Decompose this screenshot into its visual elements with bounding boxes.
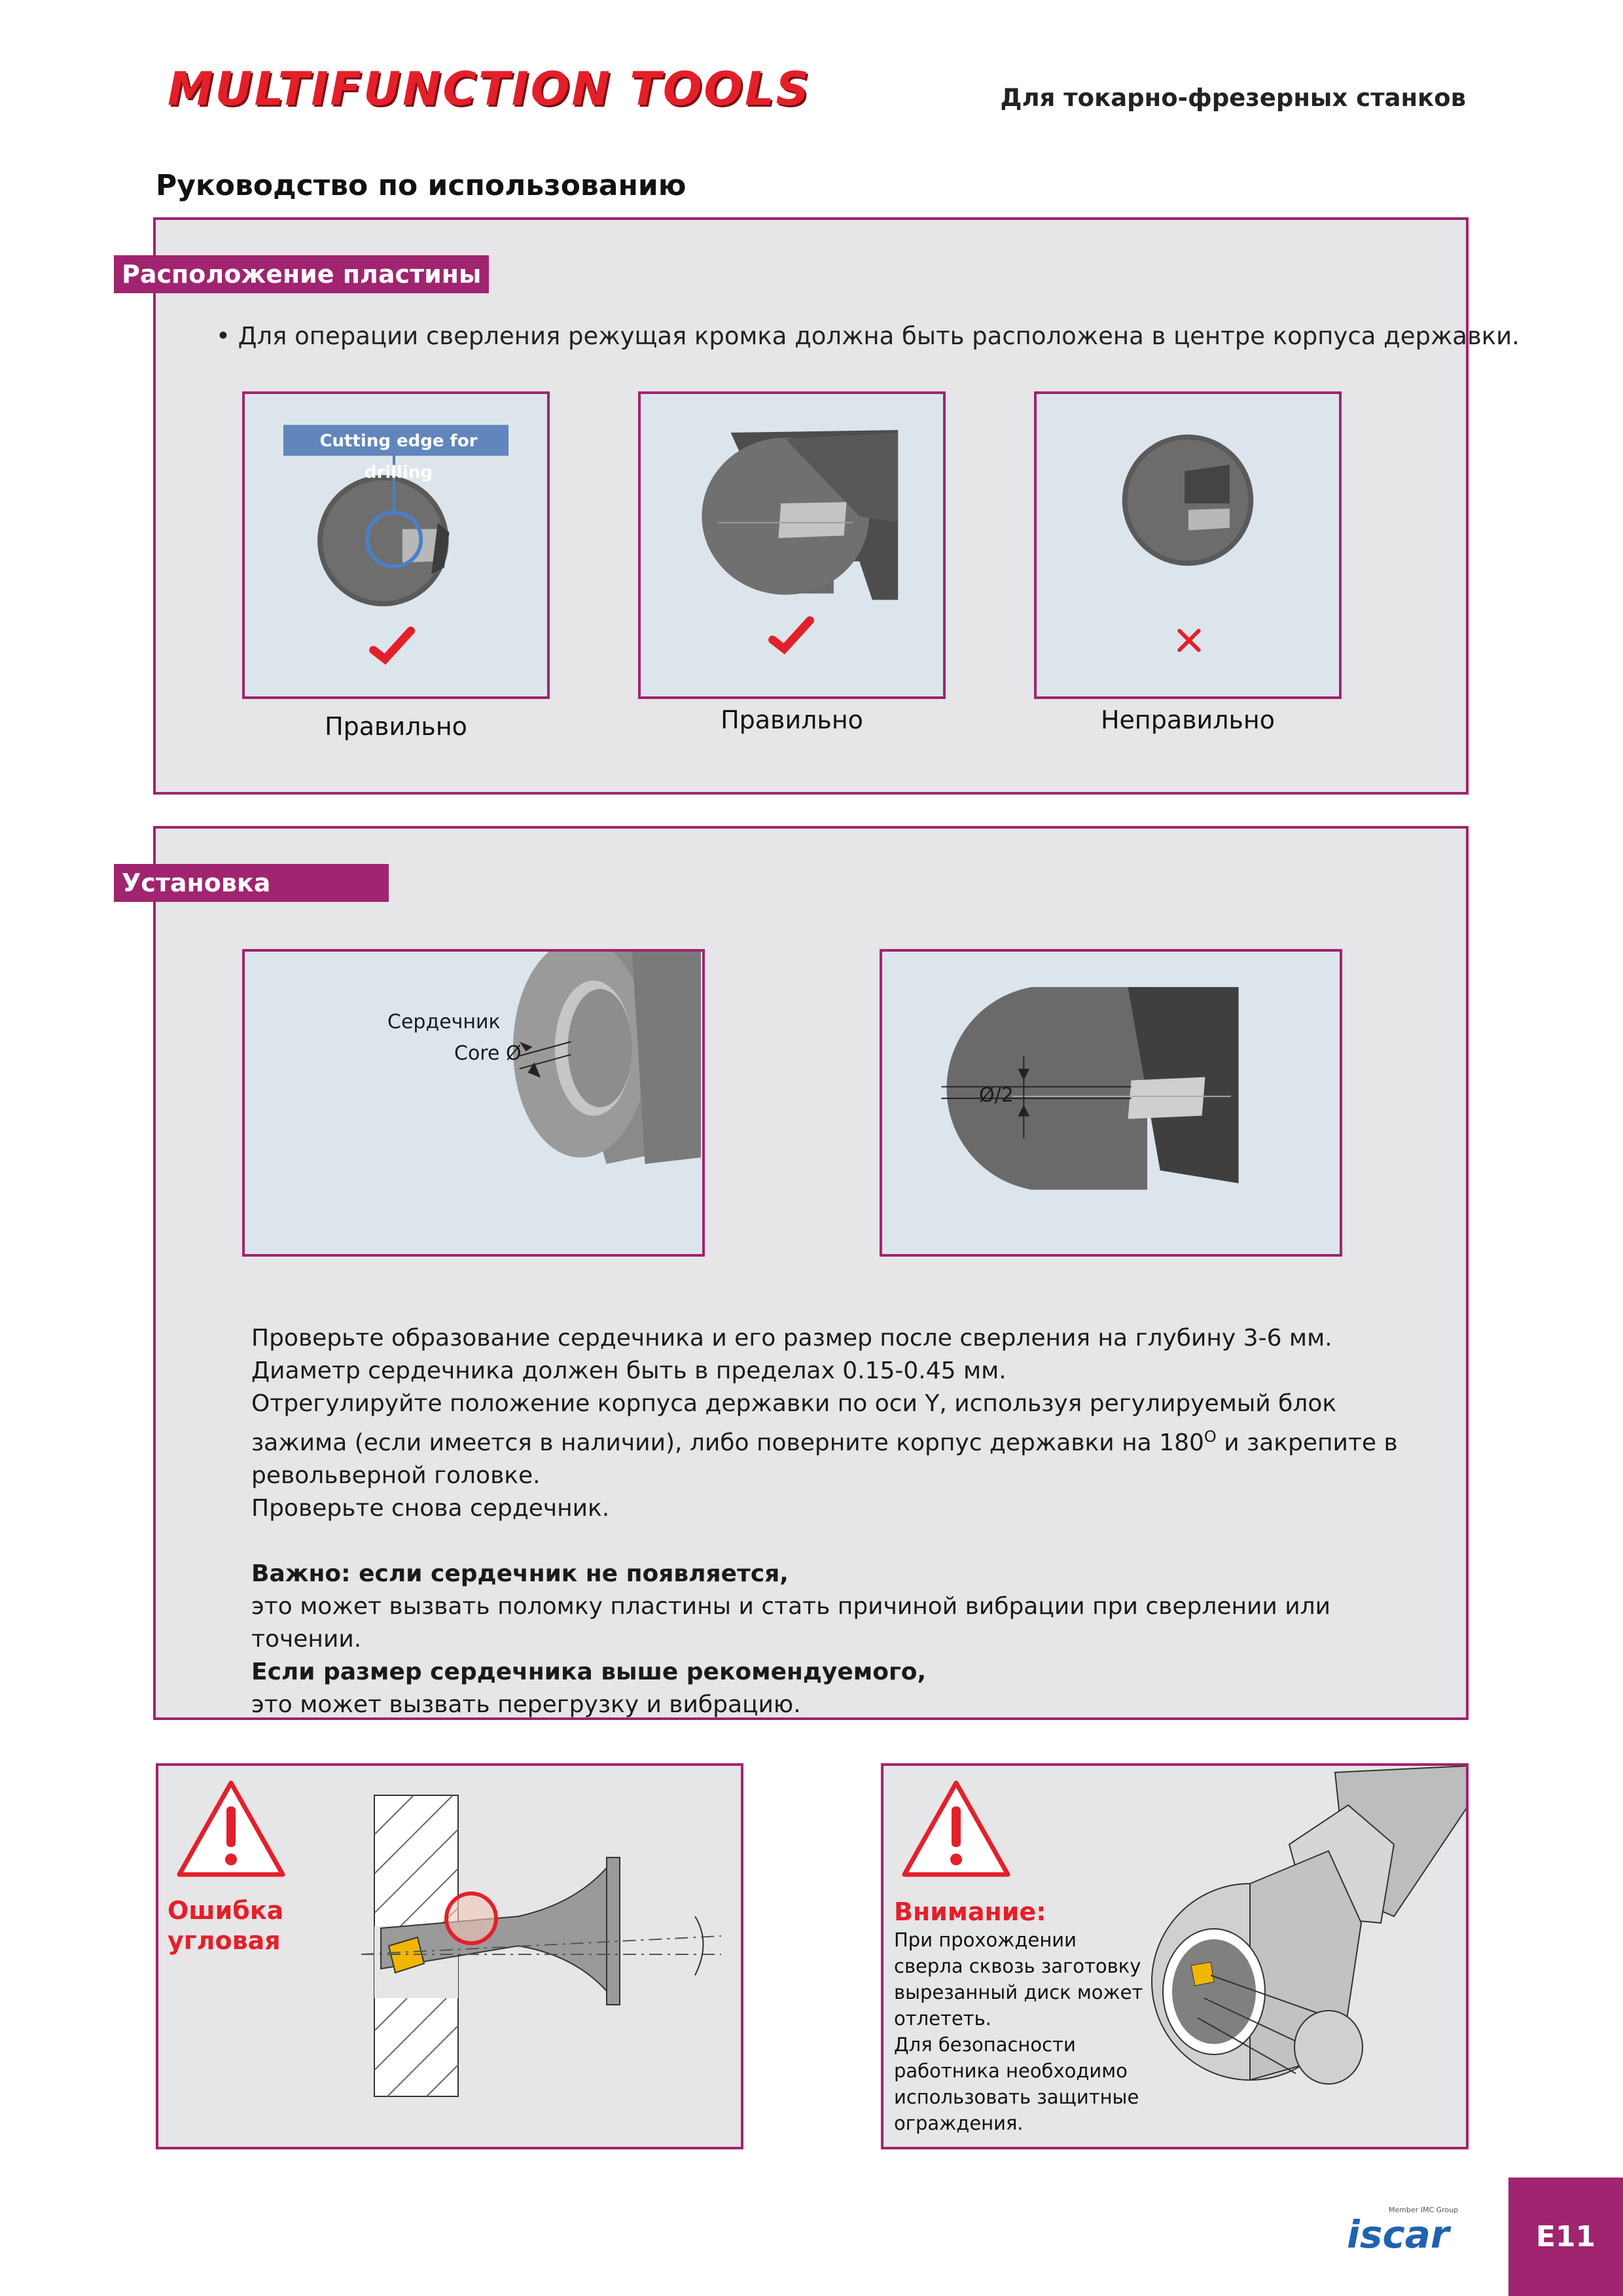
page-number: E11 [1508,2178,1623,2296]
page-heading: Руководство по использованию [156,169,687,202]
insert-image-correct-1 [242,391,550,699]
angular-error-title: Ошибка угловая [168,1896,284,1955]
half-diameter-diagram [880,949,1342,1257]
disc-caution-box [881,1763,1469,2149]
svg-text:Member IMC Group: Member IMC Group [1389,2206,1459,2214]
brand-title: MULTIFUNCTION TOOLS [168,62,811,116]
tool-side-view-illustration [641,394,943,696]
cross-mark-icon [1179,631,1198,650]
header-subtitle: Для токарно-фрезерных станков [1000,84,1466,112]
core-diameter-diagram [242,949,705,1257]
insert-position-tab: Расположение пластины [114,255,489,293]
installation-instructions [251,1322,1429,1721]
important-text: это может вызвать поломку пластины и стать причиной вибрации при сверлении или точении. [251,1593,1331,1653]
caution-title: Внимание: [894,1897,1046,1926]
instruction-line: Проверьте образование сердечника и его размер после сверления на глубину 3-6 мм. [251,1325,1332,1352]
core-label-ru: Сердечник [387,1011,501,1033]
drill-side-illustration [882,952,1340,1254]
drill-through-illustration [1132,1766,1469,2149]
core-label-en: Core Ø [454,1042,522,1065]
svg-text:iscar: iscar [1347,2212,1450,2257]
tool-end-view-illustration [1037,394,1339,696]
caption-correct-1: Правильно [325,712,467,741]
check-mark-icon [374,631,411,659]
check-mark-icon [773,620,810,649]
instruction-line: Проверьте снова сердечник. [251,1495,610,1522]
caption-incorrect: Неправильно [1100,706,1275,734]
angular-error-box [156,1763,743,2149]
iscar-logo-mark [1343,2198,1480,2257]
instruction-line: Диаметр сердечника должен быть в пределах 0.15-0.45 мм. [251,1357,1007,1384]
iscar-logo [1343,2198,1480,2257]
angular-error-illustration [355,1779,728,2106]
cutting-edge-callout: Cutting edge for drilling [319,431,478,482]
half-diameter-label: Ø/2 [979,1084,1014,1107]
warning-triangle-icon [901,1779,1012,1878]
insert-position-note: • Для операции сверления режущая кромка должна быть расположена в центре корпуса державки. [216,322,1520,350]
instruction-line: Отрегулируйте положение корпуса державки по оси Y, используя регулируемый блок зажима (если имеется в наличии), либо поверните корпус державки на $180^O$ и закрепите в револьверной головке. [251,1390,1398,1489]
important-text: это может вызвать перегрузку и вибрацию. [251,1691,801,1718]
insert-image-incorrect [1034,391,1342,699]
installation-tab: Установка [114,864,389,902]
drill-core-illustration [245,952,702,1254]
important-heading: Если размер сердечника выше рекомендуемого, [251,1659,927,1685]
insert-image-correct-2 [638,391,946,699]
caution-text: При прохождении сверла сквозь заготовку вырезанный диск может отлететь. Для безопасности работника необходимо использовать защитные ограждения. [894,1929,1143,2134]
important-heading: Важно: если сердечник не появляется, [251,1560,789,1587]
caption-correct-2: Правильно [721,706,863,734]
warning-triangle-icon [175,1779,287,1878]
